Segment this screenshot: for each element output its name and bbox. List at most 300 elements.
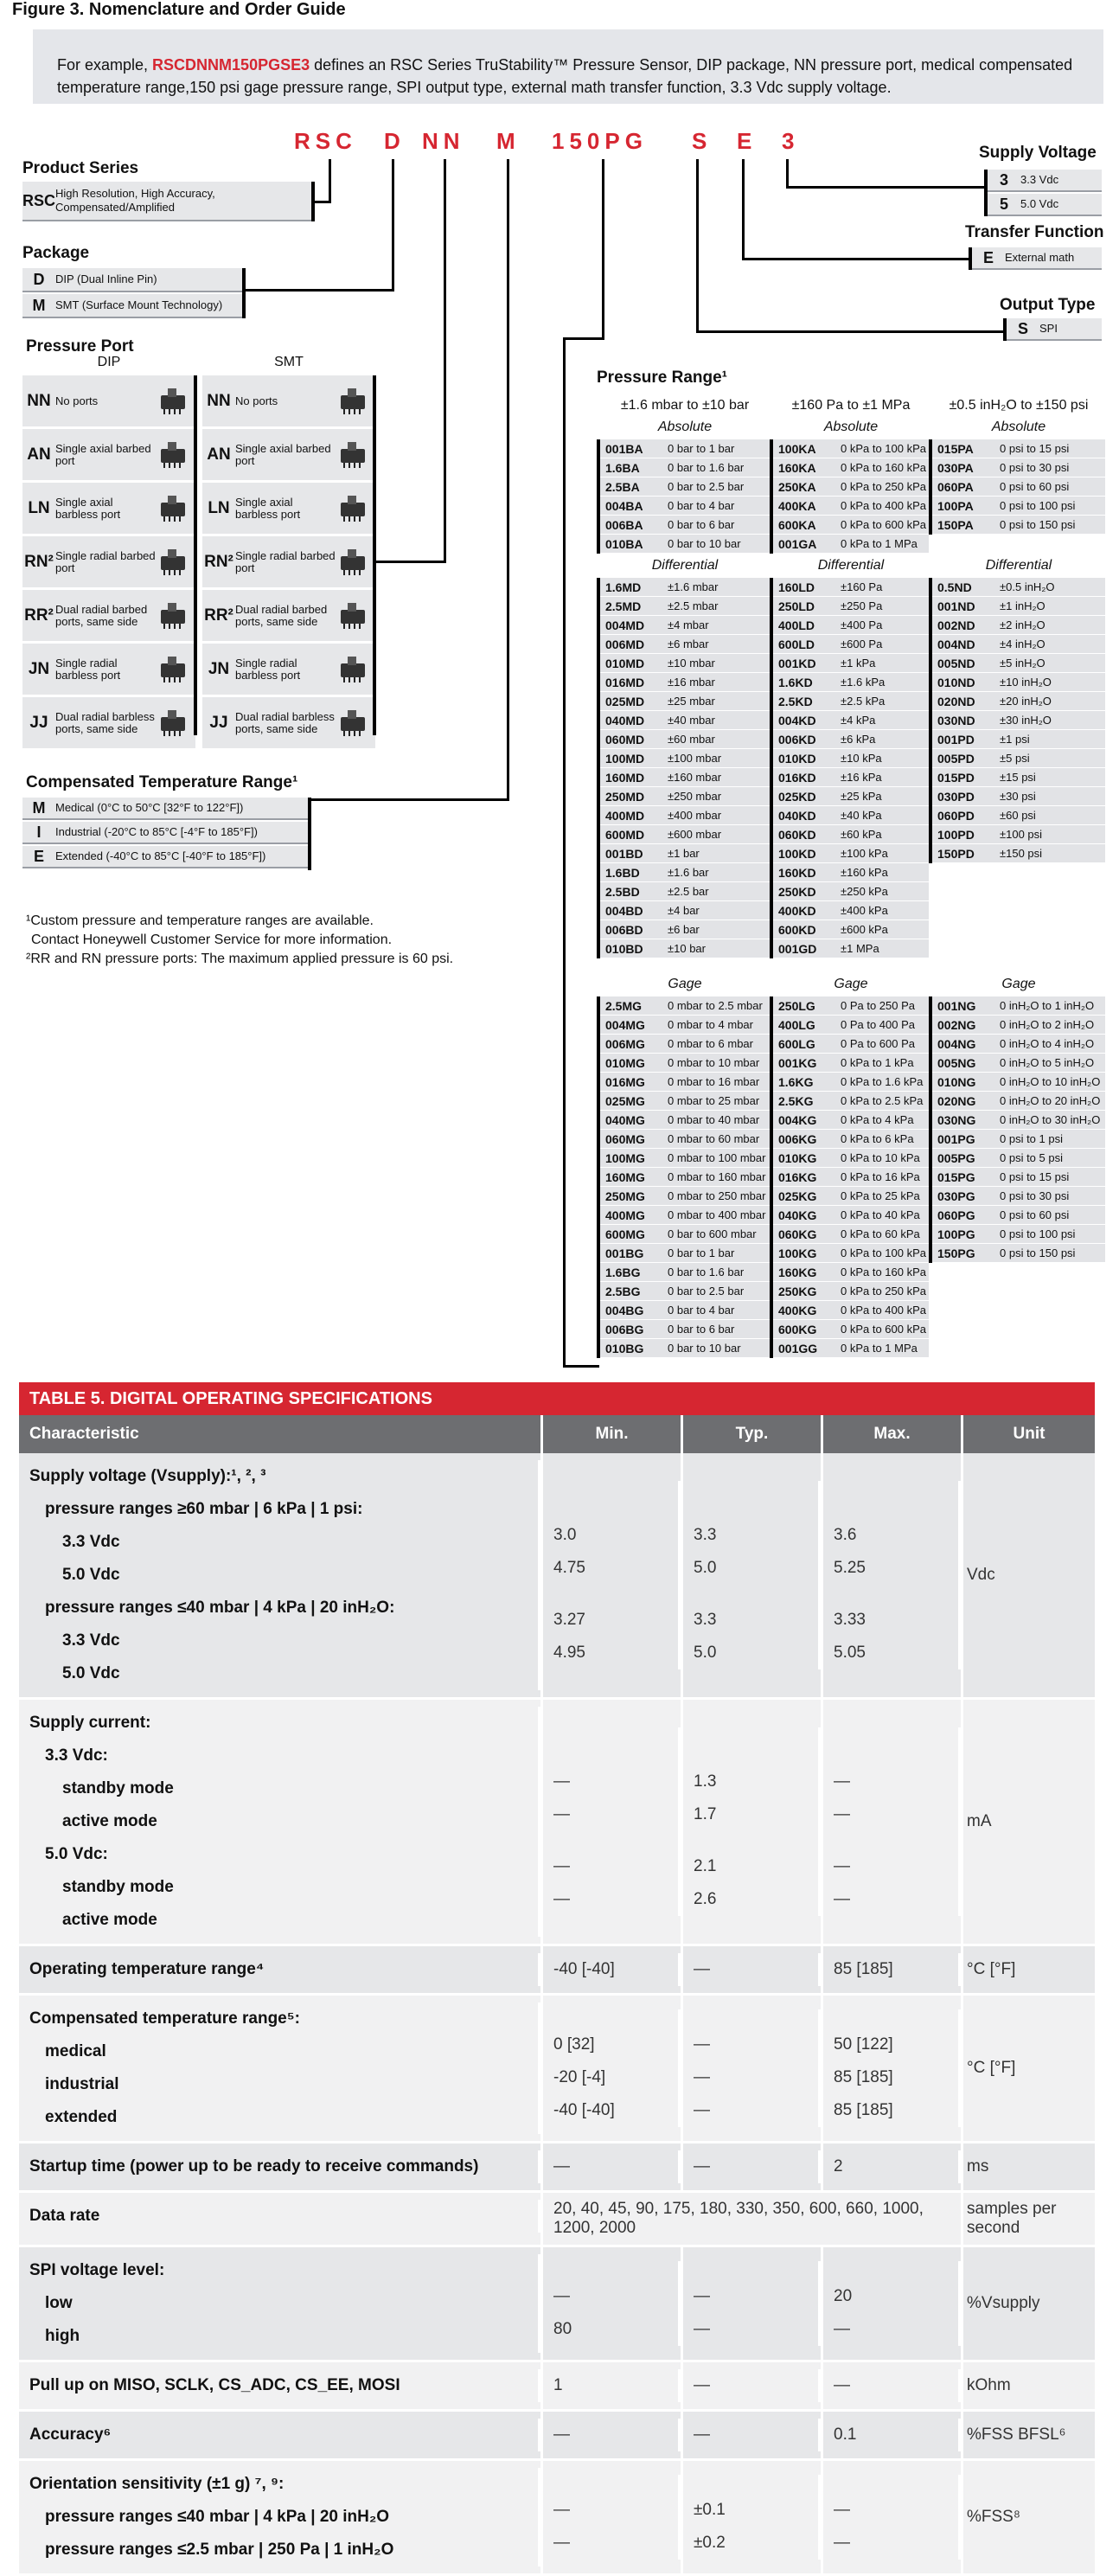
cell-min	[543, 2412, 683, 2458]
range-code: 2.5MG	[600, 996, 664, 1015]
range-code: 600KD	[773, 920, 837, 939]
comp-temp-item	[22, 822, 308, 844]
range-code: 001BA	[600, 439, 664, 458]
range-row	[773, 1320, 929, 1339]
range-row	[600, 1301, 770, 1320]
range-value: 0 psi to 150 psi	[996, 1244, 1105, 1262]
range-row	[773, 497, 929, 516]
range-code: 005PG	[932, 1149, 996, 1167]
range-row	[600, 635, 770, 654]
range-value: ±1.6 bar	[664, 863, 770, 881]
characteristic-line: active mode	[29, 1805, 540, 1838]
range-code: 010KD	[773, 749, 837, 767]
range-row	[600, 1225, 770, 1244]
port-desc: Single axial barbless port	[55, 495, 121, 521]
range-value: 0 psi to 100 psi	[996, 497, 1105, 515]
range-row	[600, 1149, 770, 1168]
characteristic-line: pressure ranges ≤2.5 mbar | 250 Pa | 1 inH₂O	[29, 2534, 540, 2566]
range-value: 0 inH₂O to 5 inH₂O	[996, 1054, 1105, 1072]
range-code: 250LG	[773, 996, 837, 1015]
range-row	[932, 730, 1105, 749]
range-value: ±25 kPa	[837, 787, 929, 805]
range-code: 100PD	[932, 825, 996, 843]
value-line: —	[553, 1798, 681, 1831]
value-line: 5.0	[694, 1637, 821, 1669]
range-code: 010NG	[932, 1073, 996, 1091]
range-row	[773, 1073, 929, 1092]
range-value: 0 bar to 4 bar	[664, 497, 770, 515]
characteristic-line: medical	[29, 2035, 540, 2068]
cell-unit: %FSS BFSL⁶	[967, 2425, 1066, 2444]
port-code: NN	[27, 391, 51, 410]
range-code: 600KG	[773, 1320, 837, 1338]
range-row	[932, 1187, 1105, 1206]
cell-max	[823, 1453, 963, 1697]
range-row	[773, 1339, 929, 1358]
range-row	[932, 996, 1105, 1016]
range-value: ±400 Pa	[837, 616, 929, 634]
range-value: ±6 bar	[664, 920, 770, 939]
range-code: 2.5MD	[600, 597, 664, 615]
supply-code: 5	[999, 195, 1008, 213]
package-desc: DIP (Dual Inline Pin)	[55, 272, 157, 285]
range-value: 0 inH₂O to 4 inH₂O	[996, 1035, 1105, 1053]
range-row	[600, 535, 770, 554]
range-value: ±4 mbar	[664, 616, 770, 634]
range-code: 1.6BG	[600, 1263, 664, 1281]
range-row	[932, 1130, 1105, 1149]
value-line	[694, 2261, 821, 2280]
range-row	[600, 863, 770, 882]
range-row	[932, 458, 1105, 477]
value-line	[834, 1585, 961, 1604]
range-row	[773, 654, 929, 673]
range-value: ±0.5 inH₂O	[996, 578, 1105, 596]
range-code: 060PG	[932, 1206, 996, 1224]
range-code: 001ND	[932, 597, 996, 615]
value-line: 4.95	[553, 1637, 681, 1669]
range-value: 0 inH₂O to 20 inH₂O	[996, 1092, 1105, 1110]
range-row	[600, 806, 770, 825]
port-desc: Single axial barbless port	[235, 495, 301, 521]
value-line: 4.75	[553, 1552, 681, 1585]
table-row	[19, 2461, 1095, 2576]
comp-temp-code: I	[36, 823, 42, 841]
value-line: 20	[834, 2280, 961, 2313]
range-row	[600, 882, 770, 901]
value-line: 85 [185]	[834, 2061, 961, 2094]
value-line: —	[834, 1798, 961, 1831]
range-row	[932, 616, 1105, 635]
value-line: —	[553, 2150, 681, 2183]
code-seg-range: 150PG	[552, 128, 648, 154]
range-code: 100MD	[600, 749, 664, 767]
pressure-port-title: Pressure Port	[26, 337, 134, 356]
th-min: Min.	[543, 1415, 683, 1453]
range-value: ±10 bar	[664, 939, 770, 958]
value-line	[834, 2475, 961, 2494]
code-seg-rsc: RSC	[294, 128, 357, 154]
port-row	[22, 375, 195, 429]
range-code: 100MG	[600, 1149, 664, 1167]
comp-temp-title: Compensated Temperature Range¹	[26, 773, 298, 791]
range-row	[600, 1339, 770, 1358]
range-row	[773, 616, 929, 635]
port-smt-head: SMT	[274, 355, 304, 369]
range-row	[600, 497, 770, 516]
range-code: 010BD	[600, 939, 664, 958]
cell-min	[543, 1946, 683, 1993]
cell-min	[543, 1996, 683, 2141]
range-row	[600, 787, 770, 806]
range-value: ±10 inH₂O	[996, 673, 1105, 691]
range-code: 0.5ND	[932, 578, 996, 596]
port-desc: Single radial barbless port	[235, 656, 301, 682]
range-value: 0 kPa to 6 kPa	[837, 1130, 929, 1148]
value-line	[553, 1585, 681, 1604]
characteristic-line: 3.3 Vdc	[29, 1624, 540, 1657]
range-value: ±250 Pa	[837, 597, 929, 615]
cell-typ	[683, 2362, 823, 2409]
range-row	[600, 1168, 770, 1187]
range-value: 0 inH₂O to 10 inH₂O	[996, 1073, 1105, 1091]
range-row	[773, 996, 929, 1016]
range-code: 160KD	[773, 863, 837, 881]
range-value: ±6 kPa	[837, 730, 929, 748]
example-box	[33, 29, 1103, 104]
range-row	[600, 1111, 770, 1130]
value-line: —	[553, 1765, 681, 1798]
value-line	[553, 1831, 681, 1850]
value-line: —	[694, 2150, 821, 2183]
range-value: ±160 mbar	[664, 768, 770, 786]
port-code: AN	[207, 445, 231, 464]
range-row	[773, 597, 929, 616]
range-value: 0 mbar to 40 mbar	[664, 1111, 770, 1129]
sensor-package-icon	[156, 655, 190, 684]
port-code: JN	[208, 659, 230, 678]
range-section-title: Differential	[817, 558, 885, 573]
comp-temp-desc: Industrial (-20°C to 85°C [-4°F to 185°F])	[55, 825, 258, 838]
range-code: 040KG	[773, 1206, 837, 1224]
range-value: 0 kPa to 160 kPa	[837, 458, 929, 477]
range-code: 250MG	[600, 1187, 664, 1205]
value-line: —	[694, 2061, 821, 2094]
range-row	[932, 578, 1105, 597]
range-code: 400LD	[773, 616, 837, 634]
range-code: 060KD	[773, 825, 837, 843]
range-value: ±100 kPa	[837, 844, 929, 862]
port-desc: Single axial barbed port	[55, 441, 151, 467]
port-desc: Single radial barbed port	[235, 548, 336, 574]
characteristic-line: Operating temperature range⁴	[29, 1953, 540, 1986]
range-row	[600, 1244, 770, 1263]
range-abs-col	[773, 415, 929, 554]
range-value: ±60 psi	[996, 806, 1105, 824]
cell-characteristic	[19, 2143, 543, 2190]
sensor-package-icon	[156, 548, 190, 577]
port-row	[22, 429, 195, 483]
range-code: 250MD	[600, 787, 664, 805]
range-code: 160LD	[773, 578, 837, 596]
range-value: 0 psi to 15 psi	[996, 1168, 1105, 1186]
range-abs-col	[932, 415, 1105, 535]
range-value: 0 psi to 60 psi	[996, 1206, 1105, 1224]
table-row	[19, 1996, 1095, 2143]
range-value: 0 kPa to 600 kPa	[837, 516, 929, 534]
range-row	[600, 1282, 770, 1301]
supply-desc: 5.0 Vdc	[1020, 197, 1059, 210]
range-code: 060MG	[600, 1130, 664, 1148]
port-row	[22, 697, 195, 751]
cell-unit: kOhm	[967, 2376, 1011, 2394]
sensor-package-icon	[156, 494, 190, 523]
range-code: 020ND	[932, 692, 996, 710]
package-code: D	[33, 270, 45, 288]
transfer-code: E	[982, 248, 994, 266]
range-row	[773, 1092, 929, 1111]
sensor-package-icon	[336, 387, 370, 416]
range-code: 060PA	[932, 477, 996, 496]
table-row	[19, 2247, 1095, 2362]
range-row	[600, 1263, 770, 1282]
sensor-package-icon	[156, 440, 190, 470]
range-row	[773, 882, 929, 901]
range-value: 0 psi to 100 psi	[996, 1225, 1105, 1243]
range-value: ±1 psi	[996, 730, 1105, 748]
value-line	[553, 1481, 681, 1500]
value-line: —	[694, 2369, 821, 2402]
value-line: —	[694, 1953, 821, 1986]
range-value: 0 psi to 1 psi	[996, 1130, 1105, 1148]
cell-typ	[683, 2143, 823, 2190]
range-row	[932, 787, 1105, 806]
range-row	[932, 516, 1105, 535]
characteristic-line: 3.3 Vdc	[29, 1526, 540, 1559]
range-value: ±5 inH₂O	[996, 654, 1105, 672]
range-row	[773, 1187, 929, 1206]
range-code: 1.6BA	[600, 458, 664, 477]
range-code: 250KD	[773, 882, 837, 900]
range-value: 0 bar to 10 bar	[664, 1339, 770, 1357]
range-section-title: Absolute	[657, 420, 713, 434]
range-row	[932, 806, 1105, 825]
value-line: 3.0	[553, 1519, 681, 1552]
range-diff-col	[600, 554, 770, 958]
characteristic-line: 5.0 Vdc	[29, 1657, 540, 1690]
range-value: 0 bar to 2.5 bar	[664, 1282, 770, 1300]
cell-typ	[683, 2247, 823, 2360]
characteristic-line: pressure ranges ≥60 mbar | 6 kPa | 1 psi:	[29, 1493, 540, 1526]
sensor-package-icon	[156, 708, 190, 738]
range-code: 040MG	[600, 1111, 664, 1129]
range-row	[773, 1149, 929, 1168]
range-value: ±10 mbar	[664, 654, 770, 672]
cell-characteristic	[19, 2412, 543, 2458]
range-code: 160KG	[773, 1263, 837, 1281]
table-row	[19, 2193, 1095, 2247]
table-row	[19, 2143, 1095, 2193]
range-section-title: Differential	[985, 558, 1052, 573]
range-value: ±600 Pa	[837, 635, 929, 653]
comp-temp-code: E	[33, 847, 44, 865]
value-line	[834, 1500, 961, 1519]
value-line	[694, 1585, 821, 1604]
range-code: 001NG	[932, 996, 996, 1015]
range-code: 006BD	[600, 920, 664, 939]
range-code: 015PD	[932, 768, 996, 786]
value-line	[834, 2009, 961, 2028]
range-code: 2.5KG	[773, 1092, 837, 1110]
range-value: ±600 mbar	[664, 825, 770, 843]
range-row	[600, 1206, 770, 1225]
range-value: ±400 kPa	[837, 901, 929, 920]
cell-typ	[683, 1946, 823, 1993]
range-row	[773, 1054, 929, 1073]
range-value: 0 bar to 1.6 bar	[664, 1263, 770, 1281]
range-code: 100PG	[932, 1225, 996, 1243]
range-code: 160MD	[600, 768, 664, 786]
cell-unit: °C [°F]	[967, 2059, 1016, 2077]
characteristic-line: high	[29, 2320, 540, 2353]
sensor-package-icon	[336, 440, 370, 470]
range-value: 0 kPa to 4 kPa	[837, 1111, 929, 1129]
characteristic-line: 3.3 Vdc:	[29, 1740, 540, 1772]
range-row	[773, 535, 929, 554]
value-line: —	[834, 2527, 961, 2560]
port-dip-head: DIP	[97, 355, 121, 369]
value-line	[553, 1727, 681, 1746]
range-value: 0 kPa to 10 kPa	[837, 1149, 929, 1167]
supply-desc: 3.3 Vdc	[1020, 173, 1059, 186]
port-code: RN²	[24, 552, 54, 571]
range-row	[932, 1225, 1105, 1244]
table-title: TABLE 5. DIGITAL OPERATING SPECIFICATIONS	[19, 1382, 1095, 1415]
range-code: 060KG	[773, 1225, 837, 1243]
value-line: 1.3	[694, 1765, 821, 1798]
range-row	[600, 749, 770, 768]
range-value: 0 bar to 4 bar	[664, 1301, 770, 1319]
value-line: —	[553, 1850, 681, 1883]
code-seg-supply: 3	[782, 128, 800, 154]
range-row	[773, 439, 929, 458]
characteristic-line: Data rate	[29, 2200, 540, 2233]
range-value: 0 kPa to 16 kPa	[837, 1168, 929, 1186]
range-code: 250LD	[773, 597, 837, 615]
footnotes	[26, 912, 453, 969]
cell-characteristic	[19, 2362, 543, 2409]
port-row	[22, 483, 195, 536]
supply-item-3	[988, 170, 1102, 192]
range-code: 160MG	[600, 1168, 664, 1186]
cell-typ	[683, 1453, 823, 1697]
range-value: 0 psi to 15 psi	[996, 439, 1105, 458]
range-value: 0 kPa to 100 kPa	[837, 1244, 929, 1262]
range-value: ±1 kPa	[837, 654, 929, 672]
range-value: ±16 kPa	[837, 768, 929, 786]
value-line: —	[834, 1765, 961, 1798]
range-code: 005PD	[932, 749, 996, 767]
range-value: 0 mbar to 60 mbar	[664, 1130, 770, 1148]
value-line: 85 [185]	[834, 1953, 961, 1986]
range-row	[932, 692, 1105, 711]
range-col-head: ±160 Pa to ±1 MPa	[791, 398, 911, 413]
range-value: 0 bar to 1.6 bar	[664, 458, 770, 477]
cell-characteristic	[19, 1453, 543, 1697]
range-code: 004ND	[932, 635, 996, 653]
characteristic-line: Supply voltage (Vsupply):¹, ², ³	[29, 1460, 540, 1493]
range-code: 160KA	[773, 458, 837, 477]
sensor-package-icon	[336, 494, 370, 523]
range-code: 600MD	[600, 825, 664, 843]
product-series-desc: High Resolution, High Accuracy, Compensated/Amplified	[55, 187, 215, 214]
example-prefix: For example,	[57, 56, 153, 74]
range-row	[932, 1244, 1105, 1263]
range-code: 015PG	[932, 1168, 996, 1186]
range-value: 0 bar to 1 bar	[664, 439, 770, 458]
range-gage-col	[600, 972, 770, 1358]
cell-max	[823, 1946, 963, 1993]
range-value: ±4 kPa	[837, 711, 929, 729]
cell-unit: %Vsupply	[967, 2294, 1040, 2312]
range-code: 100KA	[773, 439, 837, 458]
value-line: 2	[834, 2150, 961, 2183]
range-code: 400KA	[773, 497, 837, 515]
range-row	[600, 1073, 770, 1092]
range-row	[932, 1168, 1105, 1187]
range-value: ±100 psi	[996, 825, 1105, 843]
range-diff-col	[932, 554, 1105, 863]
range-value: 0 kPa to 60 kPa	[837, 1225, 929, 1243]
range-value: 0 kPa to 600 kPa	[837, 1320, 929, 1338]
value-line: —	[553, 2280, 681, 2313]
cell-min	[543, 1700, 683, 1944]
cell-unit: samples per second	[967, 2200, 1057, 2237]
range-col-head: ±1.6 mbar to ±10 bar	[620, 398, 750, 413]
range-code: 016MG	[600, 1073, 664, 1091]
value-line: —	[834, 2369, 961, 2402]
sensor-package-icon	[156, 601, 190, 631]
range-value: ±600 kPa	[837, 920, 929, 939]
range-code: 004MG	[600, 1016, 664, 1034]
range-code: 001GG	[773, 1339, 837, 1357]
range-value: 0 mbar to 250 mbar	[664, 1187, 770, 1205]
range-value: ±150 psi	[996, 844, 1105, 862]
range-code: 016KG	[773, 1168, 837, 1186]
characteristic-line: Supply current:	[29, 1707, 540, 1740]
range-value: 0 bar to 10 bar	[664, 535, 770, 553]
range-row	[600, 477, 770, 497]
range-code: 004BG	[600, 1301, 664, 1319]
characteristic-line: SPI voltage level:	[29, 2254, 540, 2287]
range-code: 1.6BD	[600, 863, 664, 881]
range-row	[773, 787, 929, 806]
table-row	[19, 2412, 1095, 2461]
range-value: ±1.6 mbar	[664, 578, 770, 596]
value-line	[694, 1727, 821, 1746]
package-item-d	[22, 268, 244, 292]
value-line	[694, 2475, 821, 2494]
range-code: 010MD	[600, 654, 664, 672]
range-code: 025KD	[773, 787, 837, 805]
range-row	[600, 825, 770, 844]
range-row	[773, 578, 929, 597]
cell-characteristic	[19, 1996, 543, 2141]
comp-temp-list	[22, 798, 308, 870]
value-line: —	[834, 2494, 961, 2527]
range-code: 001BD	[600, 844, 664, 862]
value-line: 1.7	[694, 1798, 821, 1831]
